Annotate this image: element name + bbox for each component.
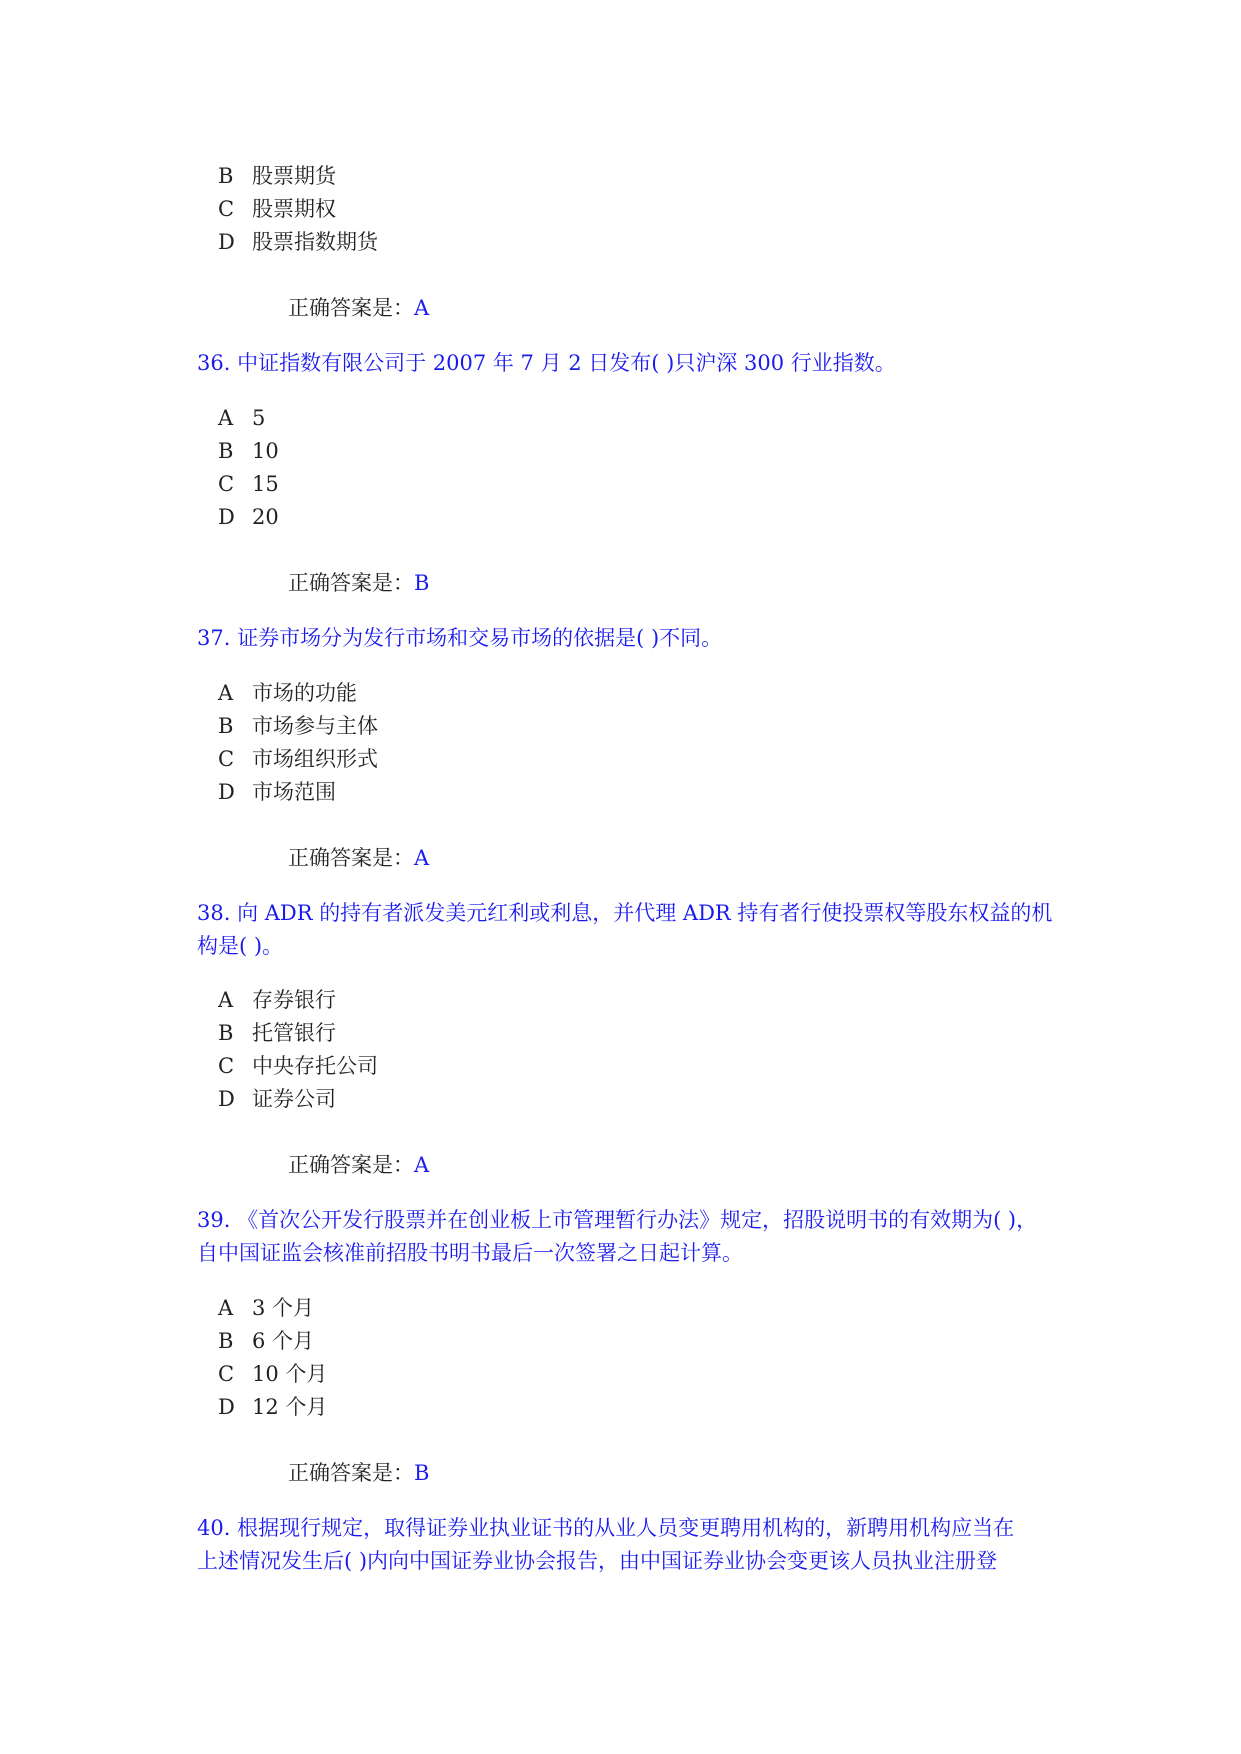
answer-label: 正确答案是： [288,571,414,595]
q39-question-line2: 自中国证监会核准前招股书明书最后一次签署之日起计算。 [197,1241,743,1265]
q37-answer [288,848,429,869]
answer-letter: A [414,1153,430,1177]
option-text: 15 [252,472,279,496]
option-text: 10 [252,439,279,463]
q38-answer [288,1155,429,1176]
q37-option-c [218,749,378,770]
q36-option-b [218,441,279,462]
option-text: 股票期货 [252,164,336,188]
option-letter: C [218,747,235,771]
q38-option-b [218,1023,336,1044]
q36-question: 36. 中证指数有限公司于 2007 年 7 月 2 日发布( )只沪深 300 行业指数。 [197,351,896,375]
option-letter: C [218,472,235,496]
q36-option-a [218,408,265,429]
option-text: 市场参与主体 [252,714,378,738]
option-text: 股票指数期货 [252,230,378,254]
q37-option-b [218,716,378,737]
option-letter: D [218,505,235,529]
option-text: 市场组织形式 [252,747,378,771]
q38-question-line2: 构是( )。 [197,934,284,958]
option-letter: D [218,1395,235,1419]
q35-answer [288,298,429,319]
q38-option-a [218,990,336,1011]
q38-option-d [218,1089,336,1110]
option-text: 中央存托公司 [252,1054,378,1078]
answer-label: 正确答案是： [288,846,414,870]
q36-option-c [218,474,279,495]
option-letter: D [218,1087,235,1111]
q37-option-a [218,683,357,704]
option-letter: B [218,714,234,738]
option-text: 3 个月 [252,1296,315,1320]
q40-question-line2: 上述情况发生后( )内向中国证券业协会报告，由中国证券业协会变更该人员执业注册登 [197,1549,998,1573]
q40-question-line1: 40. 根据现行规定，取得证券业执业证书的从业人员变更聘用机构的，新聘用机构应当在 [197,1516,1015,1540]
option-text: 20 [252,505,279,529]
option-text: 托管银行 [252,1021,336,1045]
q35-option-c [218,199,336,220]
option-letter: C [218,197,235,221]
answer-letter: B [414,1461,430,1485]
option-letter: B [218,1021,234,1045]
option-letter: A [218,681,234,705]
q39-question-line1: 39. 《首次公开发行股票并在创业板上市管理暂行办法》规定，招股说明书的有效期为( )， [197,1208,1038,1232]
q38-option-c [218,1056,378,1077]
option-text: 10 个月 [252,1362,328,1386]
answer-letter: A [414,296,430,320]
option-text: 6 个月 [252,1329,315,1353]
option-text: 股票期权 [252,197,336,221]
option-letter: C [218,1054,235,1078]
option-letter: D [218,780,235,804]
q39-answer [288,1463,429,1484]
option-text: 存券银行 [252,988,336,1012]
q36-option-d [218,507,279,528]
answer-label: 正确答案是： [288,1153,414,1177]
option-letter: B [218,439,234,463]
q37-option-d [218,782,336,803]
option-text: 12 个月 [252,1395,328,1419]
option-letter: B [218,1329,234,1353]
q39-option-a [218,1298,314,1319]
option-letter: D [218,230,235,254]
q35-option-b [218,166,336,187]
option-text: 证券公司 [252,1087,336,1111]
q39-option-d [218,1397,327,1418]
answer-letter: B [414,571,430,595]
q39-option-b [218,1331,314,1352]
option-text: 市场的功能 [252,681,357,705]
answer-label: 正确答案是： [288,1461,414,1485]
option-letter: A [218,406,234,430]
q39-option-c [218,1364,327,1385]
option-letter: C [218,1362,235,1386]
option-letter: A [218,988,234,1012]
option-text: 市场范围 [252,780,336,804]
q35-option-d [218,232,378,253]
q37-question: 37. 证券市场分为发行市场和交易市场的依据是( )不同。 [197,626,723,650]
q36-answer [288,573,429,594]
option-letter: A [218,1296,234,1320]
answer-label: 正确答案是： [288,296,414,320]
answer-letter: A [414,846,430,870]
option-text: 5 [252,406,266,430]
option-letter: B [218,164,234,188]
q38-question-line1: 38. 向 ADR 的持有者派发美元红利或利息，并代理 ADR 持有者行使投票权等股东权益的机 [197,901,1053,925]
